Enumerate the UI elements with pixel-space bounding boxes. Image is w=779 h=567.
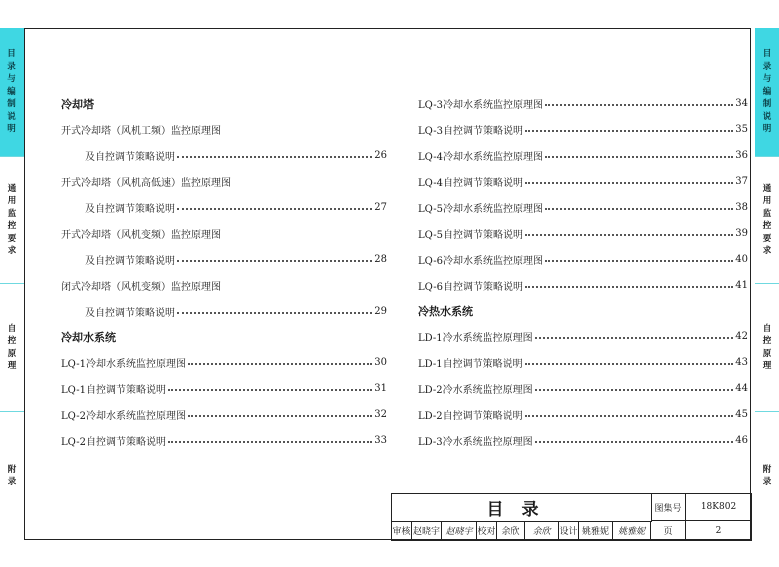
toc-entry-text: LD-2自控调节策略说明 <box>418 411 523 423</box>
side-tab-char: 通 <box>7 183 17 194</box>
check-label: 校对 <box>477 521 497 541</box>
toc-page-number: 36 <box>735 150 748 162</box>
side-tab-char: 通 <box>762 183 772 194</box>
dot-leader <box>525 286 733 288</box>
side-tab-char: 求 <box>762 246 772 256</box>
side-tab-char: 附 <box>7 464 17 475</box>
side-tab-char: 原 <box>7 348 17 359</box>
page-label: 页 <box>651 521 686 541</box>
toc-entry[interactable] <box>61 143 387 169</box>
toc-entry-text: 及自控调节策略说明 <box>85 307 175 319</box>
side-tab-char: 控 <box>7 221 17 231</box>
side-tab-char: 编 <box>7 86 16 97</box>
title-block <box>391 493 752 541</box>
atlas-number: 18K802 <box>686 494 752 521</box>
side-tab-char: 监 <box>7 208 17 219</box>
toc-page-number: 43 <box>735 357 748 369</box>
side-tab-char: 求 <box>7 246 17 256</box>
toc-entry-text: 及自控调节策略说明 <box>85 152 175 164</box>
toc-entry[interactable] <box>418 272 748 298</box>
toc-entry-text: 冷热水系统 <box>418 305 473 319</box>
toc-entry-text: 及自控调节策略说明 <box>85 204 175 215</box>
toc-page-number: 35 <box>735 124 748 136</box>
toc-page-number: 34 <box>735 98 748 110</box>
toc-page-number: 30 <box>374 357 387 369</box>
designer-name: 姚雅妮 <box>579 521 613 541</box>
toc-page-number: 29 <box>374 305 387 317</box>
dot-leader <box>525 415 734 417</box>
reviewer-signature: 赵晓宇 <box>442 521 477 541</box>
toc-entry[interactable] <box>61 117 387 143</box>
toc-page-number: 44 <box>735 383 748 395</box>
toc-page-number: 26 <box>374 150 387 162</box>
toc-entry-text: LQ-1自控调节策略说明 <box>61 385 166 397</box>
toc-entry[interactable] <box>61 220 387 246</box>
dot-leader <box>525 130 733 132</box>
toc-entry-text: 开式冷却塔（风机变频）监控原理图 <box>61 229 221 241</box>
toc-entry-text: 冷却水系统 <box>61 330 116 344</box>
side-tab-char: 录 <box>762 477 772 487</box>
side-tab-char: 明 <box>762 124 772 135</box>
atlas-label: 图集号 <box>651 494 686 521</box>
toc-page-number: 38 <box>735 202 748 213</box>
checker-name: 余欣 <box>497 521 525 541</box>
side-tab-char: 监 <box>762 208 772 219</box>
toc-entry-text: LD-3冷水系统监控原理图 <box>418 437 533 449</box>
toc-entry-text: 闭式冷却塔（风机变频）监控原理图 <box>61 281 221 293</box>
dot-leader <box>545 260 733 262</box>
toc-entry-text: LD-1冷水系统监控原理图 <box>418 333 533 345</box>
designer-signature: 姚雅妮 <box>613 521 651 541</box>
dot-leader <box>177 208 372 210</box>
toc-entry-text: LQ-6自控调节策略说明 <box>418 281 523 293</box>
toc-page-number: 32 <box>374 409 387 421</box>
toc-entry-text: LQ-6冷却水系统监控原理图 <box>418 255 543 267</box>
toc-entry-text: LQ-5自控调节策略说明 <box>418 229 523 241</box>
toc-entry[interactable] <box>418 324 748 350</box>
side-tab-char: 目 <box>7 49 16 60</box>
toc-entry-text: LQ-4冷却水系统监控原理图 <box>418 152 543 164</box>
toc-page-number: 42 <box>735 331 748 343</box>
side-tab-general[interactable] <box>755 156 779 284</box>
dot-leader <box>525 363 734 365</box>
side-tab-catalog[interactable] <box>755 28 779 156</box>
dot-leader <box>545 208 733 210</box>
side-tab-char: 附 <box>762 464 772 475</box>
toc-page-number: 31 <box>374 383 387 395</box>
side-tab-char: 要 <box>7 233 17 244</box>
drawing-frame <box>24 28 751 540</box>
toc-entry[interactable] <box>418 220 748 246</box>
toc-entry-text: LD-2冷水系统监控原理图 <box>418 385 533 397</box>
toc-page-number: 33 <box>374 435 387 447</box>
toc-entry[interactable] <box>61 169 387 195</box>
toc-page-number: 37 <box>735 176 748 188</box>
toc-entry[interactable] <box>61 350 387 376</box>
dot-leader <box>177 312 372 314</box>
checker-signature: 余欣 <box>525 521 559 541</box>
toc-section-heading <box>61 91 387 117</box>
side-tab-char: 控 <box>762 336 772 346</box>
side-tab-char: 控 <box>7 336 17 346</box>
dot-leader <box>545 156 733 158</box>
side-tab-general[interactable] <box>0 156 24 284</box>
side-tab-char: 编 <box>762 86 772 97</box>
dot-leader <box>535 441 734 443</box>
review-label: 审核 <box>392 521 412 541</box>
side-tab-control[interactable] <box>0 284 24 412</box>
dot-leader <box>168 389 372 391</box>
side-tab-char: 制 <box>762 99 772 110</box>
dot-leader <box>535 337 734 339</box>
dot-leader <box>177 260 372 262</box>
dot-leader <box>188 363 372 365</box>
side-tab-char: 原 <box>762 348 772 359</box>
side-tab-catalog[interactable] <box>0 28 24 156</box>
toc-entry-text: LQ-4自控调节策略说明 <box>418 178 523 190</box>
side-tab-char: 说 <box>762 111 772 122</box>
toc-page-number: 27 <box>374 202 387 213</box>
toc-entry[interactable] <box>61 195 387 221</box>
toc-entry-text: LQ-5冷却水系统监控原理图 <box>418 204 543 215</box>
left-side-tabs <box>0 28 24 540</box>
page-number: 2 <box>686 521 752 541</box>
toc-entry[interactable] <box>418 91 748 117</box>
toc-entry[interactable] <box>418 169 748 195</box>
toc-page-number: 39 <box>735 227 748 239</box>
side-tab-char: 用 <box>762 196 772 206</box>
dot-leader <box>177 156 372 158</box>
side-tab-char: 录 <box>7 477 17 487</box>
dot-leader <box>168 441 372 443</box>
toc-section-heading <box>418 298 748 324</box>
side-tab-char: 自 <box>762 323 772 334</box>
dot-leader <box>525 234 733 236</box>
toc-entry-text: 开式冷却塔（风机高低速）监控原理图 <box>61 178 231 190</box>
side-tab-char: 自 <box>7 323 17 334</box>
dot-leader <box>525 182 733 184</box>
side-tab-char: 用 <box>7 196 17 206</box>
toc-page-number: 46 <box>735 435 748 447</box>
toc-section-heading <box>61 324 387 350</box>
reviewer-name: 赵晓宇 <box>412 521 442 541</box>
toc-entry[interactable] <box>61 428 387 454</box>
side-tab-char: 与 <box>7 74 16 85</box>
side-tab-char: 理 <box>762 361 772 371</box>
dot-leader <box>188 415 372 417</box>
toc-entry-text: LQ-2自控调节策略说明 <box>61 437 166 449</box>
side-tab-char: 录 <box>7 61 16 72</box>
toc-page-number: 40 <box>735 253 748 265</box>
side-tab-char: 控 <box>762 221 772 231</box>
toc-entry[interactable] <box>61 246 387 272</box>
toc-entry[interactable] <box>418 117 748 143</box>
toc-entry[interactable] <box>418 402 748 428</box>
toc-entry[interactable] <box>61 376 387 402</box>
toc-entry[interactable] <box>418 428 748 454</box>
toc-entry[interactable] <box>418 143 748 169</box>
right-side-tabs <box>755 28 779 540</box>
side-tab-char: 说 <box>7 111 16 122</box>
side-tab-char: 制 <box>7 99 16 110</box>
toc-entry[interactable] <box>61 272 387 298</box>
side-tab-control[interactable] <box>755 284 779 412</box>
toc-entry-text: 及自控调节策略说明 <box>85 255 175 267</box>
side-tab-char: 录 <box>762 61 772 72</box>
title-block-title: 目录 <box>392 494 652 522</box>
side-tab-char: 理 <box>7 361 17 371</box>
toc-entry-text: 开式冷却塔（风机工频）监控原理图 <box>61 126 221 138</box>
toc-left-column <box>61 91 387 453</box>
toc-entry-text: 冷却塔 <box>61 97 94 111</box>
side-tab-appendix[interactable] <box>755 412 779 540</box>
toc-entry-text: LQ-1冷却水系统监控原理图 <box>61 359 186 371</box>
toc-entry[interactable] <box>418 195 748 221</box>
toc-entry-text: LQ-2冷却水系统监控原理图 <box>61 411 186 423</box>
dot-leader <box>535 389 734 391</box>
side-tab-char: 要 <box>762 233 772 244</box>
design-label: 设计 <box>559 521 579 541</box>
toc-entry[interactable] <box>418 376 748 402</box>
toc-page-number: 28 <box>374 253 387 265</box>
toc-entry[interactable] <box>61 402 387 428</box>
toc-page-number: 45 <box>735 409 748 421</box>
toc-page-number: 41 <box>735 279 748 291</box>
toc-entry[interactable] <box>61 298 387 324</box>
toc-entry-text: LQ-3冷却水系统监控原理图 <box>418 100 543 112</box>
toc-entry[interactable] <box>418 246 748 272</box>
toc-entry[interactable] <box>418 350 748 376</box>
side-tab-char: 明 <box>7 124 16 135</box>
side-tab-char: 与 <box>762 74 772 85</box>
toc-right-column <box>418 91 748 453</box>
toc-entry-text: LQ-3自控调节策略说明 <box>418 126 523 138</box>
side-tab-char: 目 <box>762 49 772 60</box>
dot-leader <box>545 104 733 106</box>
toc-entry-text: LD-1自控调节策略说明 <box>418 359 523 371</box>
side-tab-appendix[interactable] <box>0 412 24 540</box>
